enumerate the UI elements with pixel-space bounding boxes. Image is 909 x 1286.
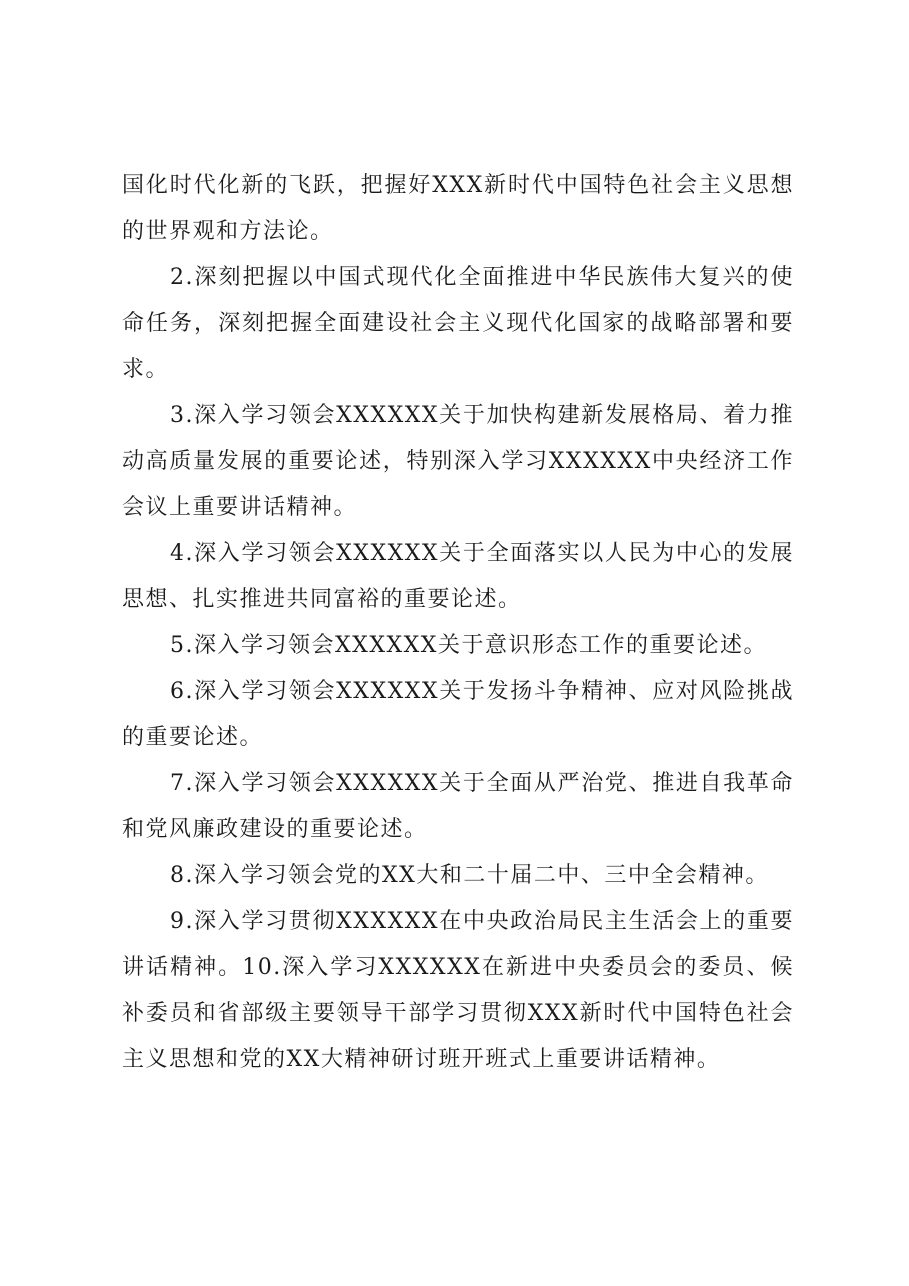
paragraph-item-8: 8.深入学习领会党的XX大和二十届二中、三中全会精神。 [170, 863, 769, 888]
paragraph-item-7: 7.深入学习领会XXXXXX关于全面从严治党、推进自我革命和党风廉政建设的重要论述。 [122, 771, 794, 842]
paragraph-item-3: 3.深入学习领会XXXXXX关于加快构建新发展格局、着力推动高质量发展的重要论述，特别深入学习XXXXXX中央经济工作会议上重要讲话精神。 [122, 403, 794, 520]
paragraph-continuation: 国化时代化新的飞跃，把握好XXX新时代中国特色社会主义思想的世界观和方法论。 [122, 173, 794, 244]
paragraph-item-4: 4.深入学习领会XXXXXX关于全面落实以人民为中心的发展思想、扎实推进共同富裕的重要论述。 [122, 541, 794, 612]
paragraph-item-6: 6.深入学习领会XXXXXX关于发扬斗争精神、应对风险挑战的重要论述。 [122, 679, 794, 750]
paragraph-item-9-10: 9.深入学习贯彻XXXXXX在中央政治局民主生活会上的重要讲话精神。10.深入学习XXXXXX在新进中央委员会的委员、候补委员和省部级主要领导干部学习贯彻XXX新时代中国特色社会主义思想和党的XX大精神研讨班开班式上重要讲话精神。 [122, 909, 794, 1072]
document-body [122, 163, 794, 1083]
paragraph-item-2: 2.深刻把握以中国式现代化全面推进中华民族伟大复兴的使命任务，深刻把握全面建设社会主义现代化国家的战略部署和要求。 [122, 265, 794, 382]
paragraph-item-5: 5.深入学习领会XXXXXX关于意识形态工作的重要论述。 [170, 633, 767, 658]
